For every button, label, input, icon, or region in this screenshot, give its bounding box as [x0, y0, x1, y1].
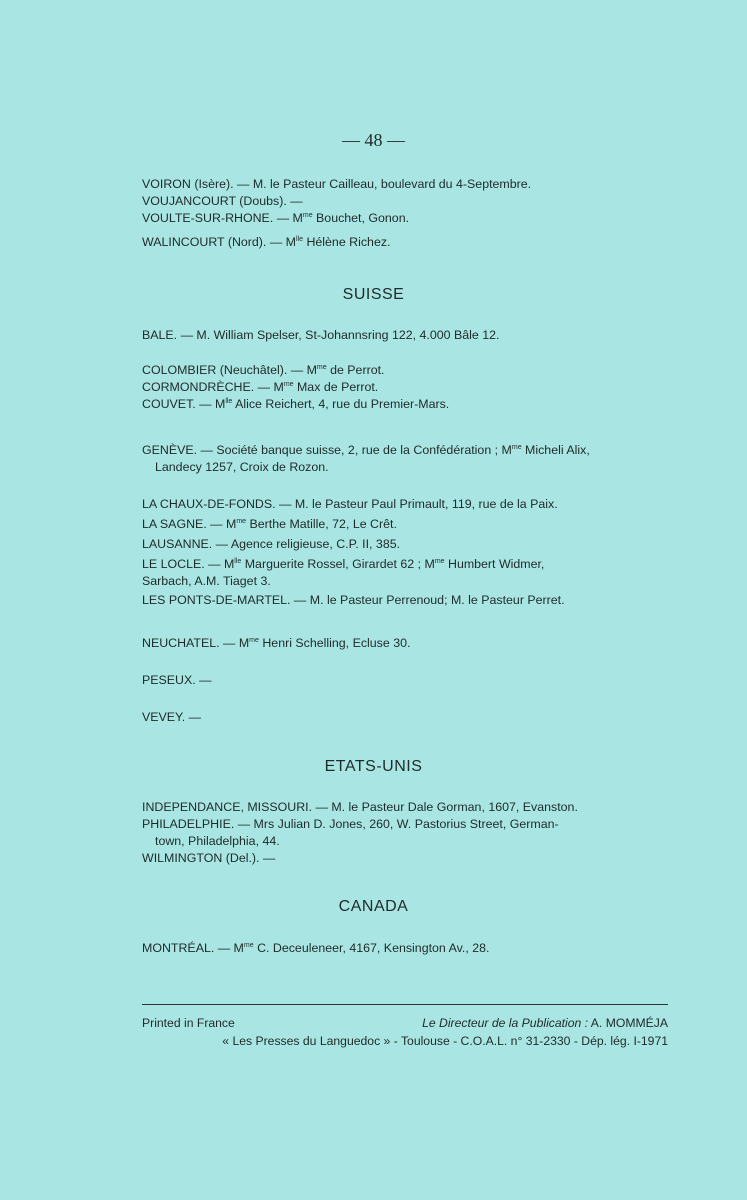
- suisse-peseux: [142, 672, 668, 689]
- footer-row-1: [142, 1016, 668, 1030]
- heading-canada: CANADA: [338, 898, 409, 915]
- entry-wilmington: WILMINGTON (Del.). —: [142, 851, 276, 865]
- heading-suisse: SUISSE: [342, 286, 405, 303]
- director: [422, 1016, 668, 1030]
- suisse-group-2: [142, 496, 668, 609]
- entry-voujancourt: VOUJANCOURT (Doubs). —: [142, 194, 303, 208]
- entry-geneve: GENÈVE. — Société banque suisse, 2, rue de la Confédération ; $M^{me}$ Micheli Alix,: [142, 443, 590, 457]
- entry-philadelphie-cont: town, Philadelphia, 44.: [155, 834, 280, 848]
- footer: [142, 1016, 668, 1048]
- suisse-geneve: [142, 442, 668, 476]
- entry-ponts-de-martel: LES PONTS-DE-MARTEL. — M. le Pasteur Perrenoud; M. le Pasteur Perret.: [142, 593, 565, 607]
- presses-line: « Les Presses du Languedoc » - Toulouse - C.O.A.L. n° 31-2330 - Dép. lég. I-1971: [222, 1034, 668, 1048]
- entry-voulte: VOULTE-SUR-RHONE. — $M^{me}$ Bouchet, Gonon.: [142, 211, 410, 225]
- entry-chaux-de-fonds: LA CHAUX-DE-FONDS. — M. le Pasteur Paul Primault, 119, rue de la Paix.: [142, 497, 558, 511]
- page-number: — 48 —: [342, 130, 405, 150]
- entry-montreal: MONTRÉAL. — $M^{me}$ C. Deceuleneer, 4167, Kensington Av., 28.: [142, 941, 490, 955]
- entry-couvet: COUVET. — $M^{lle}$ Alice Reichert, 4, rue du Premier-Mars.: [142, 397, 450, 411]
- footer-divider: [142, 1004, 668, 1005]
- entry-colombier: COLOMBIER (Neuchâtel). — $M^{me}$ de Perrot.: [142, 363, 385, 377]
- france-entries: [142, 176, 668, 251]
- entry-independance: INDEPENDANCE, MISSOURI. — M. le Pasteur Dale Gorman, 1607, Evanston.: [142, 800, 578, 814]
- entry-walincourt: WALINCOURT (Nord). — $M^{lle}$ Hélène Richez.: [142, 235, 391, 249]
- entry-bale: BALE. — M. William Spelser, St-Johannsring 122, 4.000 Bâle 12.: [142, 328, 500, 342]
- suisse-neuchatel: [142, 635, 668, 652]
- entry-neuchatel: NEUCHATEL. — $M^{me}$ Henri Schelling, Ecluse 30.: [142, 636, 411, 650]
- director-label: Le Directeur de la Publication :: [422, 1016, 589, 1030]
- entry-le-locle: LE LOCLE. — $M^{lle}$ Marguerite Rossel, Girardet 62 ; $M^{me}$ Humbert Widmer,: [142, 557, 545, 571]
- heading-etats-unis: ETATS-UNIS: [324, 758, 423, 775]
- entry-cormondreche: CORMONDRÈCHE. — $M^{me}$ Max de Perrot.: [142, 380, 379, 394]
- canada-entries: [142, 940, 668, 957]
- entry-geneve-cont: Landecy 1257, Croix de Rozon.: [155, 460, 329, 474]
- printed-in-france: Printed in France: [142, 1016, 235, 1030]
- entry-peseux: PESEUX. —: [142, 673, 212, 687]
- entry-lausanne: LAUSANNE. — Agence religieuse, C.P. II, 385.: [142, 537, 401, 551]
- entry-vevey: VEVEY. —: [142, 710, 201, 724]
- etats-unis-entries: [142, 799, 668, 867]
- entry-la-sagne: LA SAGNE. — $M^{me}$ Berthe Matille, 72, Le Crêt.: [142, 517, 397, 531]
- entry-voiron: VOIRON (Isère). — M. le Pasteur Cailleau, boulevard du 4-Septembre.: [142, 177, 532, 191]
- entry-le-locle-cont: Sarbach, A.M. Tiaget 3.: [142, 574, 271, 588]
- suisse-vevey: [142, 709, 668, 726]
- entry-philadelphie: PHILADELPHIE. — Mrs Julian D. Jones, 260, W. Pastorius Street, German-: [142, 817, 559, 831]
- director-name: A. MOMMÉJA: [590, 1016, 668, 1030]
- suisse-bale: [142, 327, 668, 344]
- suisse-group-1: [142, 362, 668, 413]
